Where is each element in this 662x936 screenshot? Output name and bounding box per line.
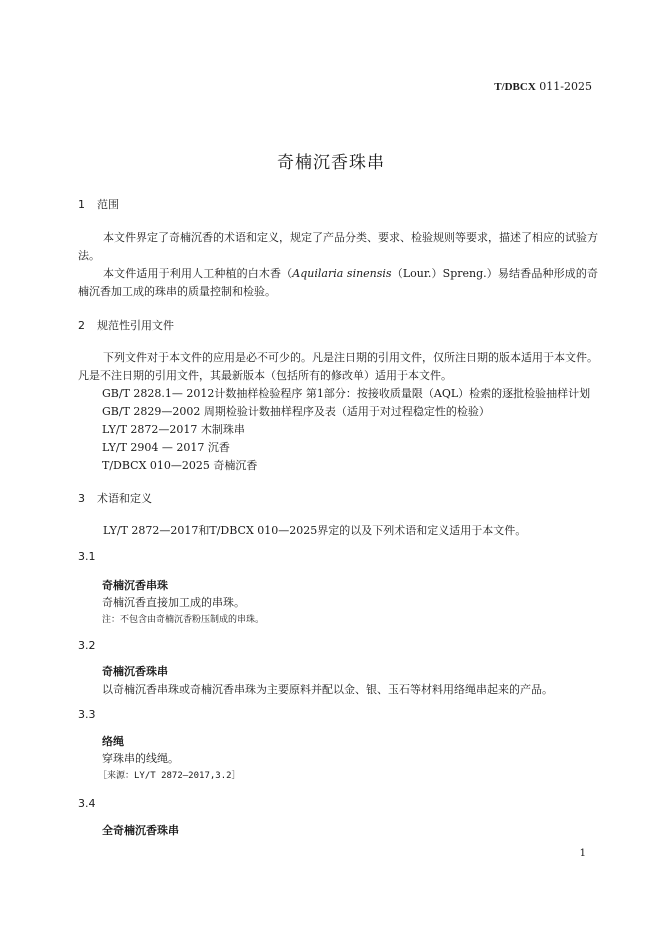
term-definition: 穿珠串的线绳。: [102, 752, 179, 765]
reference-item: GB/T 2828.1— 2012计数抽样检验程序 第1部分：按接收质量限（AQL）检索的逐批检验抽样计划: [102, 387, 591, 400]
section-heading-normative-references: 2 规范性引用文件: [78, 319, 174, 332]
term-name: 奇楠沉香珠串: [102, 665, 168, 678]
term-note: 注：不包含由奇楠沉香粉压制成的串珠。: [102, 615, 265, 625]
page-number: 1: [579, 848, 586, 859]
term-definition: 以奇楠沉香串珠或奇楠沉香串珠为主要原料并配以金、银、玉石等材料用络绳串起来的产品。: [102, 683, 553, 696]
scope-paragraph-1: 本文件界定了奇楠沉香的术语和定义，规定了产品分类、要求、检验规则等要求，描述了相应的试验方法。: [78, 231, 598, 262]
reference-item: GB/T 2829—2002 周期检验计数抽样程序及表（适用于对过程稳定性的检验）: [102, 405, 490, 418]
term-definition: 奇楠沉香直接加工成的串珠。: [102, 596, 245, 609]
terms-intro: LY/T 2872—2017和T/DBCX 010—2025界定的以及下列术语和定义适用于本文件。: [103, 524, 527, 537]
section-heading-scope: 1 范围: [78, 198, 119, 211]
term-number: 3.1: [78, 550, 96, 563]
term-number: 3.4: [78, 797, 96, 810]
section-heading-terms: 3 术语和定义: [78, 492, 152, 505]
reference-item: T/DBCX 010—2025 奇楠沉香: [102, 459, 258, 472]
reference-item: LY/T 2872—2017 木制珠串: [102, 423, 245, 436]
document-title: 奇楠沉香珠串: [277, 153, 385, 173]
term-number: 3.3: [78, 708, 96, 721]
term-source: ［来源：LY/T 2872—2017,3.2］: [98, 771, 241, 781]
scope-paragraph-2: 本文件适用于利用人工种植的白木香（Aquilaria sinensis（Lour.）Spreng.）易结香品种形成的奇楠沉香加工成的珠串的质量控制和检验。: [78, 267, 598, 298]
term-name: 络绳: [102, 735, 124, 748]
standard-code: T/DBCX 011-2025: [494, 80, 592, 93]
species-name: Aquilaria sinensis: [292, 267, 392, 280]
term-name: 全奇楠沉香珠串: [102, 824, 179, 837]
references-intro: 下列文件对于本文件的应用是必不可少的。凡是注日期的引用文件，仅所注日期的版本适用于本文件。凡是不注日期的引用文件，其最新版本（包括所有的修改单）适用于本文件。: [78, 351, 598, 382]
term-number: 3.2: [78, 639, 96, 652]
term-name: 奇楠沉香串珠: [102, 579, 168, 592]
reference-item: LY/T 2904 — 2017 沉香: [102, 441, 230, 454]
